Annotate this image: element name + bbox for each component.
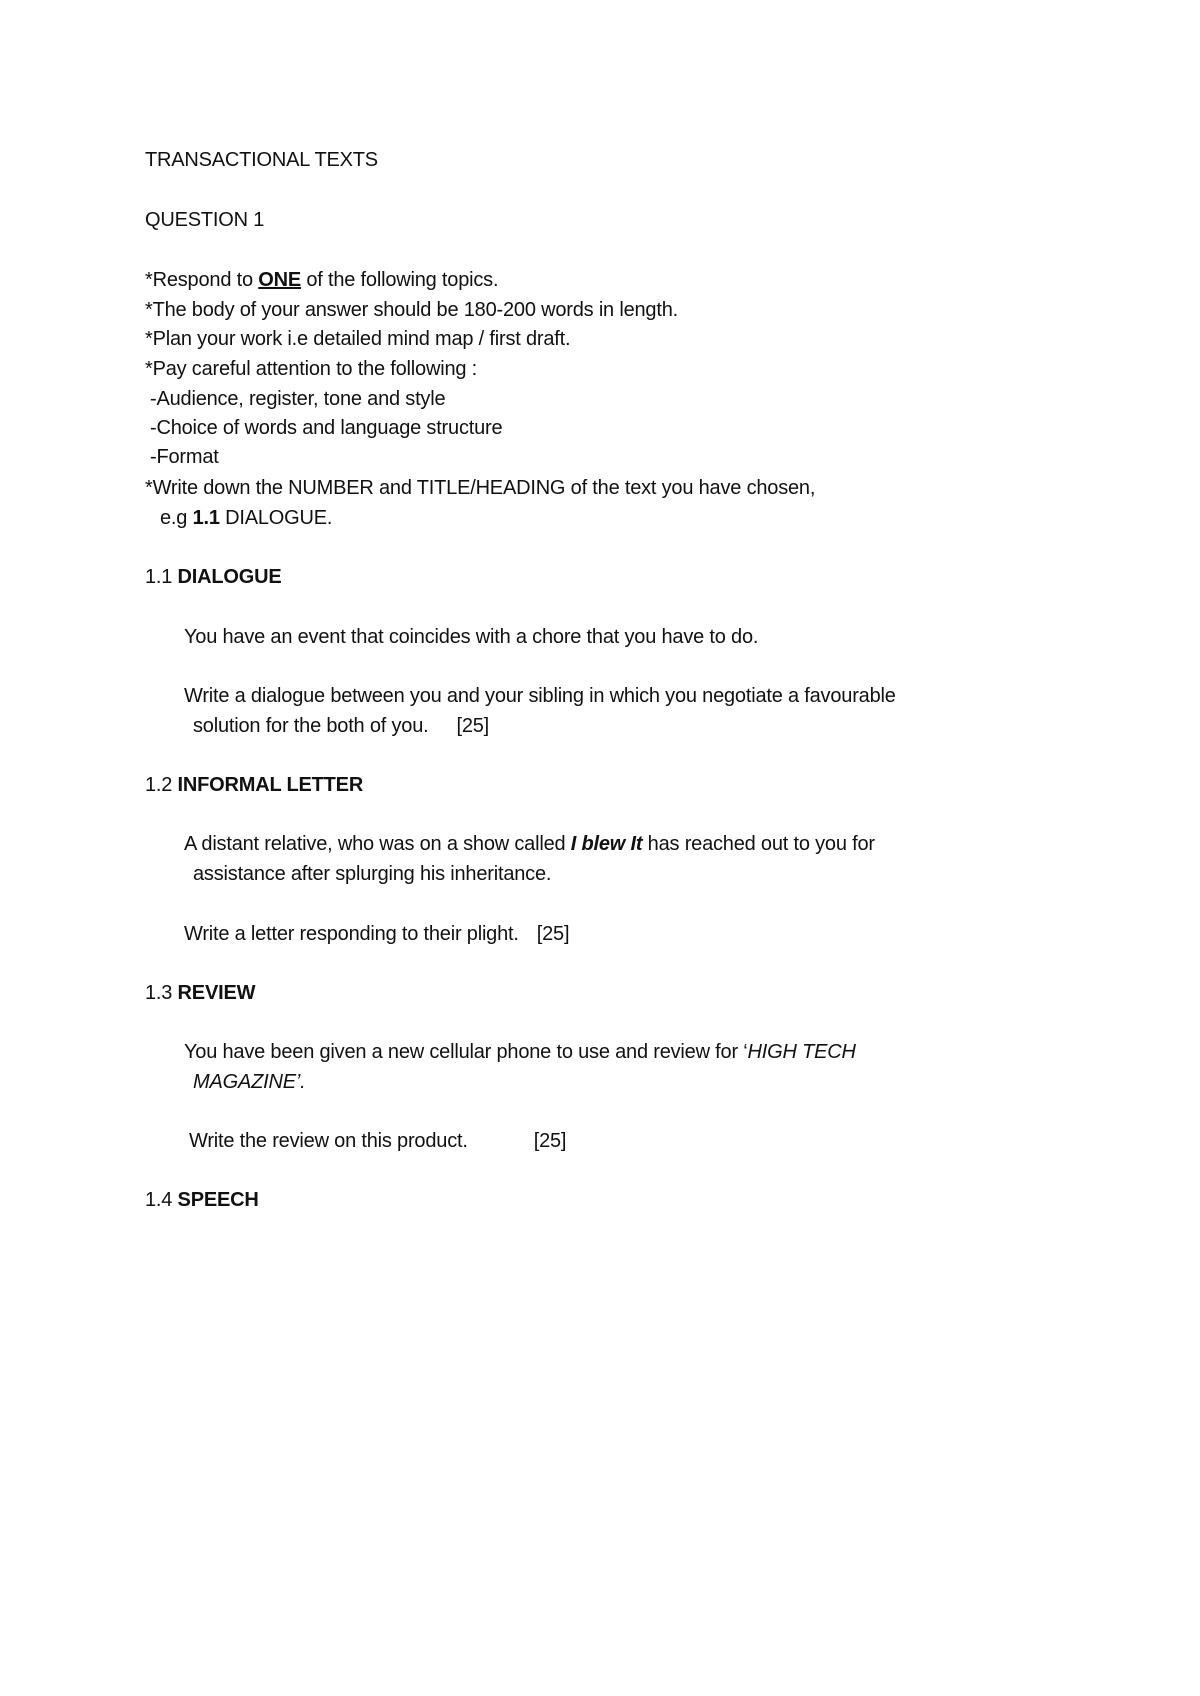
question-heading: QUESTION 1: [145, 209, 265, 231]
section-review-context-pre: You have been given a new cellular phone to use and review for ‘: [184, 1041, 748, 1063]
section-review-task: [189, 1131, 566, 1151]
section-letter-task: [184, 924, 569, 944]
section-dialogue-number: 1.1: [145, 566, 173, 588]
instruction-respond-emphasis: ONE: [258, 269, 301, 291]
section-review-heading: [145, 983, 255, 1003]
section-letter-task-text: Write a letter responding to their plight.: [184, 923, 519, 945]
instruction-respond-pre: *Respond to: [145, 269, 259, 291]
section-letter-marks: [25]: [536, 923, 570, 945]
section-review-magazine: HIGH TECH: [747, 1041, 856, 1063]
section-dialogue-marks: [25]: [456, 715, 490, 737]
page-title: TRANSACTIONAL TEXTS: [145, 149, 378, 171]
section-dialogue-task-line1: Write a dialogue between you and your sibling in which you negotiate a favourable: [184, 685, 896, 707]
section-speech-title: SPEECH: [172, 1189, 259, 1211]
section-dialogue-heading: [145, 567, 282, 587]
section-letter-context-line2: assistance after splurging his inheritance.: [193, 863, 552, 885]
instruction-length: *The body of your answer should be 180-200 words in length.: [145, 299, 678, 321]
section-dialogue-title: DIALOGUE: [172, 566, 282, 588]
section-letter-number: 1.2: [145, 774, 173, 796]
instruction-example-post: DIALOGUE.: [219, 507, 333, 529]
section-letter-show-name: I blew It: [570, 833, 643, 855]
section-dialogue-context: You have an event that coincides with a chore that you have to do.: [184, 626, 759, 648]
section-dialogue-task-line2: [193, 716, 489, 736]
section-review-task-text: Write the review on this product.: [189, 1130, 468, 1152]
section-review-marks: [25]: [533, 1130, 567, 1152]
instruction-example-pre: e.g: [160, 507, 193, 529]
section-letter-context-pre: A distant relative, who was on a show called: [184, 833, 571, 855]
instruction-plan: *Plan your work i.e detailed mind map / first draft.: [145, 328, 571, 350]
instruction-example-number: 1.1: [192, 507, 220, 529]
section-review-context-line1: [184, 1042, 856, 1062]
instruction-format: -Format: [150, 446, 219, 468]
section-letter-context-line1: [184, 834, 875, 854]
instruction-attention: *Pay careful attention to the following :: [145, 358, 478, 380]
section-review-number: 1.3: [145, 982, 173, 1004]
instruction-audience: -Audience, register, tone and style: [150, 388, 446, 410]
section-dialogue-task-text: solution for the both of you.: [193, 715, 429, 737]
section-review-context-line2: MAGAZINE’.: [193, 1071, 306, 1093]
instruction-respond: [145, 270, 498, 290]
section-speech-number: 1.4: [145, 1189, 173, 1211]
section-letter-context-post: has reached out to you for: [642, 833, 875, 855]
section-letter-heading: [145, 775, 363, 795]
instruction-write-down: *Write down the NUMBER and TITLE/HEADING of the text you have chosen,: [145, 477, 816, 499]
instruction-choice-of-words: -Choice of words and language structure: [150, 417, 503, 439]
section-review-title: REVIEW: [172, 982, 256, 1004]
section-letter-title: INFORMAL LETTER: [172, 774, 364, 796]
instruction-respond-post: of the following topics.: [301, 269, 499, 291]
instruction-example: [160, 508, 332, 528]
section-speech-heading: [145, 1190, 259, 1210]
